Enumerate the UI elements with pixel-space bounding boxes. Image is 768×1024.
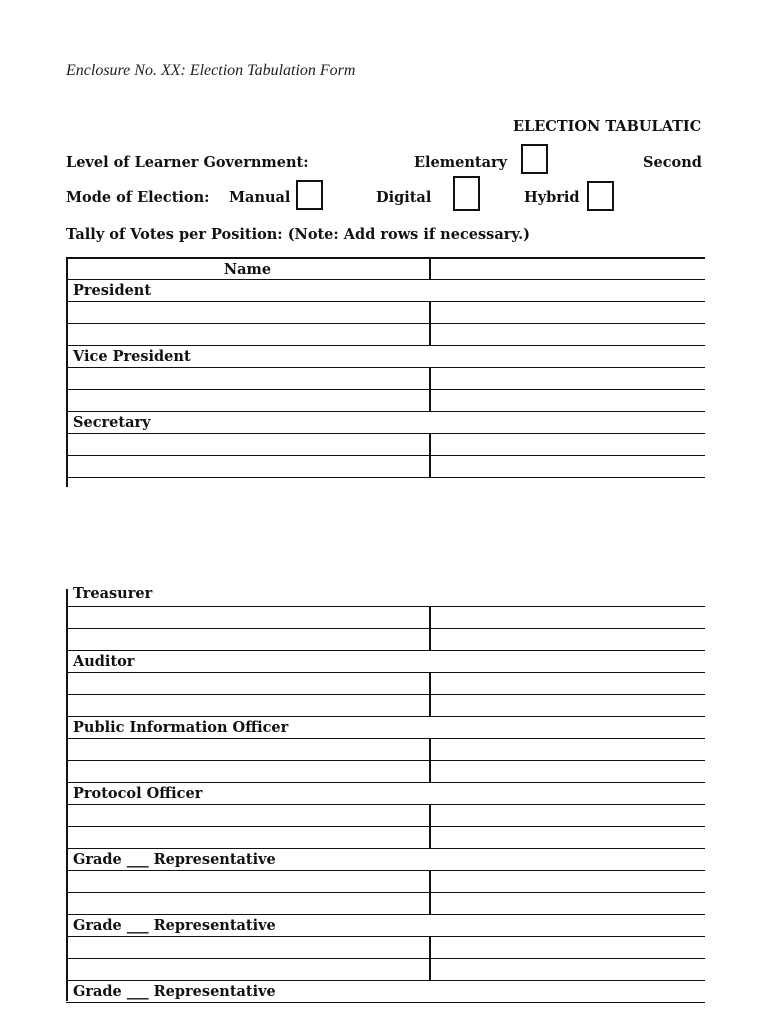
mode-label: Mode of Election: (66, 189, 210, 206)
table-left-border (66, 257, 68, 487)
position-label: Treasurer (73, 585, 153, 602)
candidate-row[interactable] (66, 606, 705, 628)
votes-cell[interactable] (429, 368, 431, 389)
votes-cell[interactable] (429, 761, 431, 782)
tally-note: Tally of Votes per Position: (Note: Add rows if necessary.) (66, 226, 531, 243)
position-row (66, 585, 705, 606)
table-bottom-rule (66, 477, 705, 487)
mode-option-manual-label: Manual (229, 189, 291, 206)
votes-cell[interactable] (429, 302, 431, 323)
tally-table-page-1 (66, 257, 705, 487)
candidate-row[interactable] (66, 694, 705, 716)
votes-cell[interactable] (429, 959, 431, 980)
candidate-row[interactable] (66, 738, 705, 760)
candidate-row[interactable] (66, 936, 705, 958)
position-label: Vice President (73, 348, 191, 365)
position-label: Grade ___ Representative (73, 917, 276, 934)
position-row (66, 345, 705, 367)
candidate-row[interactable] (66, 760, 705, 782)
candidate-row[interactable] (66, 672, 705, 694)
votes-cell[interactable] (429, 456, 431, 477)
position-row (66, 914, 705, 936)
position-row (66, 279, 705, 301)
candidate-row[interactable] (66, 301, 705, 323)
candidate-row[interactable] (66, 323, 705, 345)
candidate-row[interactable] (66, 892, 705, 914)
position-label: Grade ___ Representative (73, 983, 276, 1000)
form-title: ELECTION TABULATIC (513, 118, 702, 135)
position-row (66, 716, 705, 738)
votes-cell[interactable] (429, 739, 431, 760)
table-page-2-clip (0, 585, 705, 1003)
votes-column-header (429, 259, 431, 279)
digital-checkbox[interactable] (453, 176, 480, 211)
votes-cell[interactable] (429, 871, 431, 892)
votes-cell[interactable] (429, 390, 431, 411)
level-option-elementary-label: Elementary (414, 154, 508, 171)
position-row (66, 848, 705, 870)
votes-cell[interactable] (429, 805, 431, 826)
tally-table-page-2 (66, 585, 705, 1003)
candidate-row[interactable] (66, 870, 705, 892)
position-label: Auditor (73, 653, 135, 670)
position-label: Secretary (73, 414, 151, 431)
hybrid-checkbox[interactable] (587, 181, 614, 211)
mode-option-digital-label: Digital (376, 189, 432, 206)
votes-cell[interactable] (429, 629, 431, 650)
position-row (66, 650, 705, 672)
candidate-row[interactable] (66, 455, 705, 477)
candidate-row[interactable] (66, 958, 705, 980)
candidate-row[interactable] (66, 367, 705, 389)
votes-cell[interactable] (429, 324, 431, 345)
manual-checkbox[interactable] (296, 180, 323, 210)
candidate-row[interactable] (66, 804, 705, 826)
position-row (66, 411, 705, 433)
candidate-row[interactable] (66, 433, 705, 455)
candidate-row[interactable] (66, 389, 705, 411)
candidate-row[interactable] (66, 826, 705, 848)
votes-cell[interactable] (429, 893, 431, 914)
votes-cell[interactable] (429, 827, 431, 848)
position-row (66, 980, 705, 1002)
table-header-row (66, 257, 705, 279)
level-option-secondary-label: Second (643, 154, 702, 171)
position-label: President (73, 282, 152, 299)
mode-option-hybrid-label: Hybrid (524, 189, 580, 206)
candidate-row[interactable] (66, 628, 705, 650)
name-column-header: Name (223, 261, 272, 278)
table-page-1-clip (0, 255, 705, 487)
table-bottom-rule (66, 1002, 705, 1003)
votes-cell[interactable] (429, 607, 431, 628)
votes-cell[interactable] (429, 673, 431, 694)
enclosure-title: Enclosure No. XX: Election Tabulation Form (66, 62, 356, 79)
position-row (66, 782, 705, 804)
elementary-checkbox[interactable] (521, 144, 548, 174)
votes-cell[interactable] (429, 434, 431, 455)
position-label: Grade ___ Representative (73, 851, 276, 868)
position-label: Public Information Officer (73, 719, 289, 736)
position-label: Protocol Officer (73, 785, 203, 802)
table-left-border (66, 589, 68, 1001)
votes-cell[interactable] (429, 937, 431, 958)
votes-cell[interactable] (429, 695, 431, 716)
level-label: Level of Learner Government: (66, 154, 309, 171)
